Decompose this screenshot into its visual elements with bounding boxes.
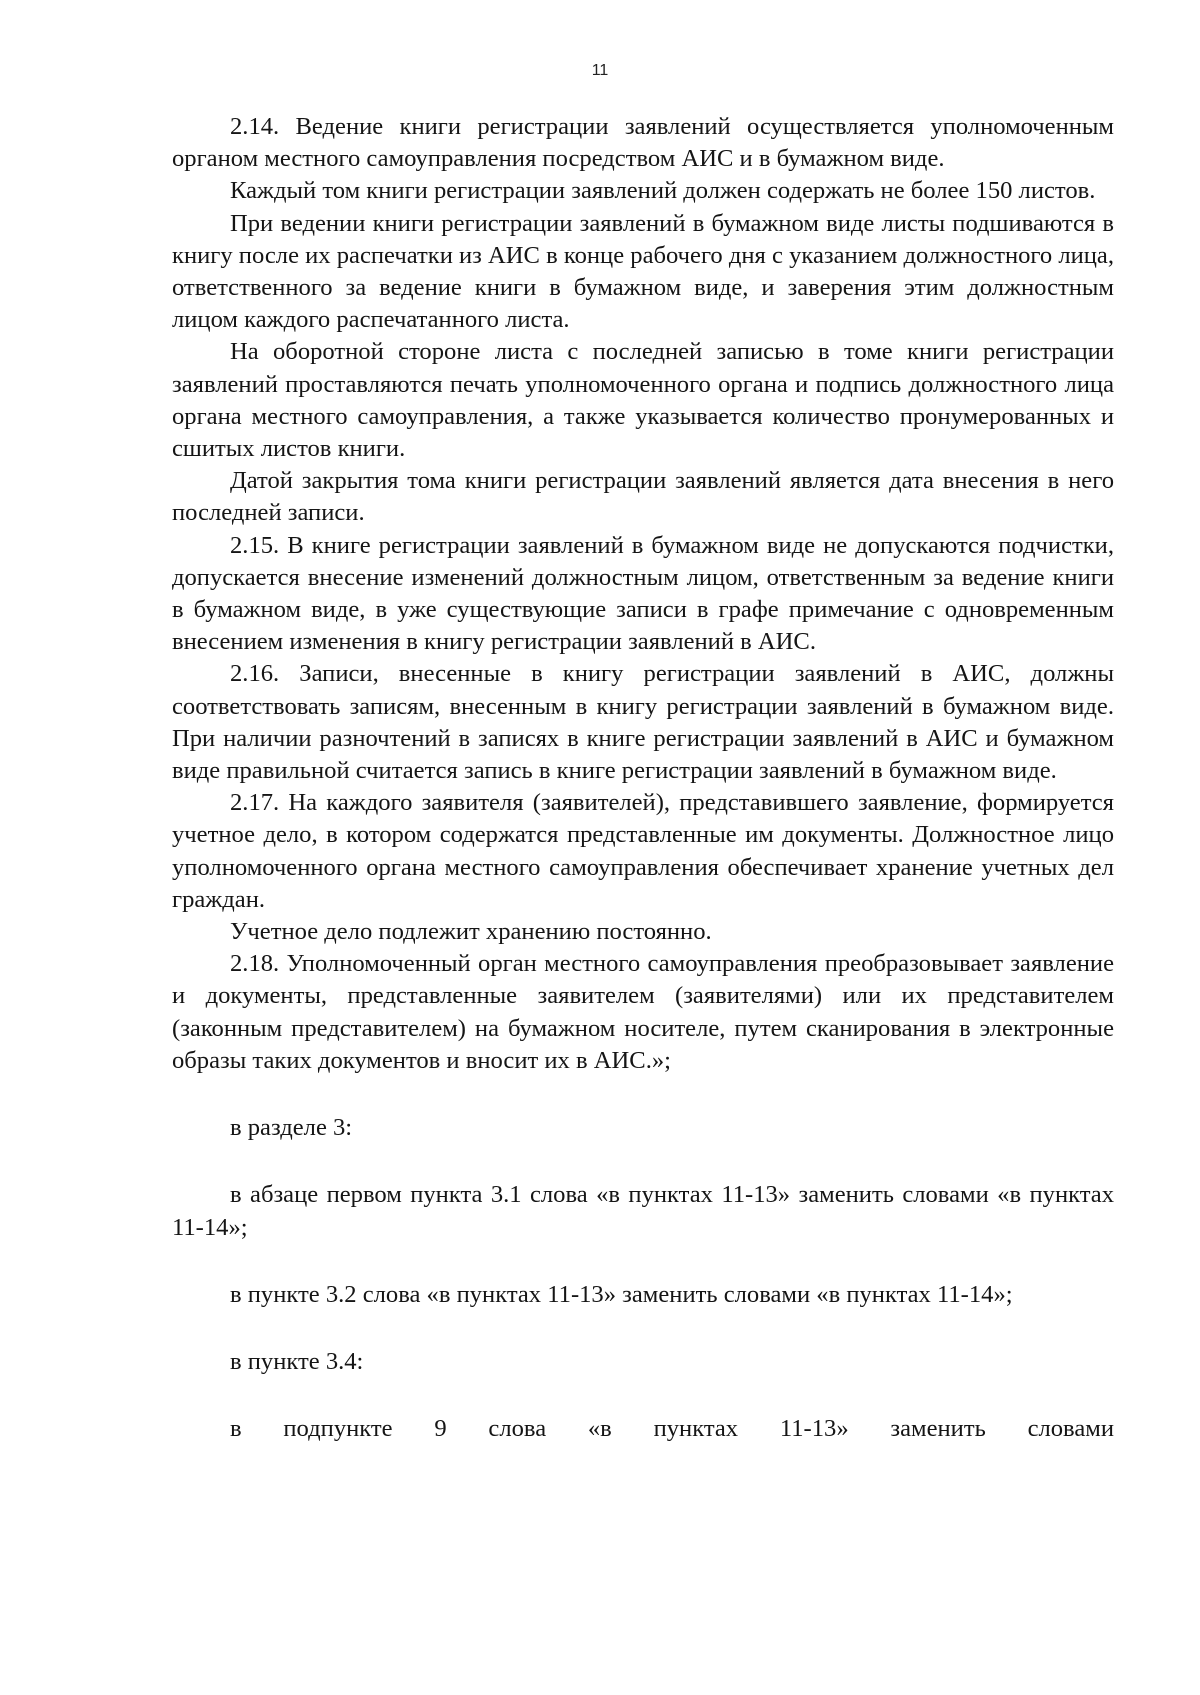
paragraph-last-sheet-seal: На оборотной стороне листа с последней записью в томе книги регистрации заявлений проставляются печать уполномоченного органа и подпись должностного лица органа местного самоуправления, а также указывается количество пронумерованных и сшитых листов книги.	[172, 338, 1114, 463]
paragraph-2-17: 2.17. На каждого заявителя (заявителей), представившего заявление, формируется учетное дело, в котором содержатся представленные им документы. Должностное лицо уполномоченного органа местного самоуправления обеспечивает хранение учетных дел граждан.	[172, 789, 1114, 913]
paragraph-volume-limit: Каждый том книги регистрации заявлений должен содержать не более 150 листов.	[230, 177, 1096, 205]
paragraph-section-3: в разделе 3:	[230, 1114, 353, 1142]
paragraph-item-3-2: в пункте 3.2 слова «в пунктах 11-13» заменить словами «в пунктах 11-14»;	[230, 1280, 1013, 1308]
document-body	[172, 111, 1114, 1445]
paragraph-2-18: 2.18. Уполномоченный орган местного самоуправления преобразовывает заявление и документы, представленные заявителем (заявителями) или их представителем (законным представителем) на бумажном носителе, путем сканирования в электронные образы таких документов и вносит их в АИС.»;	[172, 950, 1114, 1074]
paragraph-item-3-1: в абзаце первом пункта 3.1 слова «в пунктах 11-13» заменить словами «в пунктах 11-14»;	[172, 1181, 1114, 1241]
paragraph-subitem-9: в подпункте 9 слова «в пунктах 11-13» заменить словами	[230, 1415, 1114, 1443]
paragraph-closing-date: Датой закрытия тома книги регистрации заявлений является дата внесения в него последней записи.	[172, 467, 1114, 527]
paragraph-2-15: 2.15. В книге регистрации заявлений в бумажном виде не допускаются подчистки, допускается внесение изменений должностным лицом, ответственным за ведение книги в бумажном виде, в уже существующие записи в графе примечание с одновременным внесением изменения в книгу регистрации заявлений в АИС.	[172, 531, 1114, 656]
paragraph-paper-binding: При ведении книги регистрации заявлений в бумажном виде листы подшиваются в книгу после их распечатки из АИС в конце рабочего дня с указанием должностного лица, ответственного за ведение книги в бумажном виде, и заверения этим должностным лицом каждого распечатанного листа.	[172, 209, 1114, 334]
paragraph-2-14: 2.14. Ведение книги регистрации заявлений осуществляется уполномоченным органом местного самоуправления посредством АИС и в бумажном виде.	[172, 113, 1114, 173]
paragraph-item-3-4: в пункте 3.4:	[230, 1347, 364, 1375]
paragraph-2-16: 2.16. Записи, внесенные в книгу регистрации заявлений в АИС, должны соответствовать записям, внесенным в книгу регистрации заявлений в бумажном виде. При наличии разночтений в записях в книге регистрации заявлений в АИС и бумажном виде правильной считается запись в книге регистрации заявлений в бумажном виде.	[172, 660, 1114, 785]
page-number: 11	[591, 62, 609, 79]
paragraph-storage: Учетное дело подлежит хранению постоянно.	[230, 918, 712, 946]
